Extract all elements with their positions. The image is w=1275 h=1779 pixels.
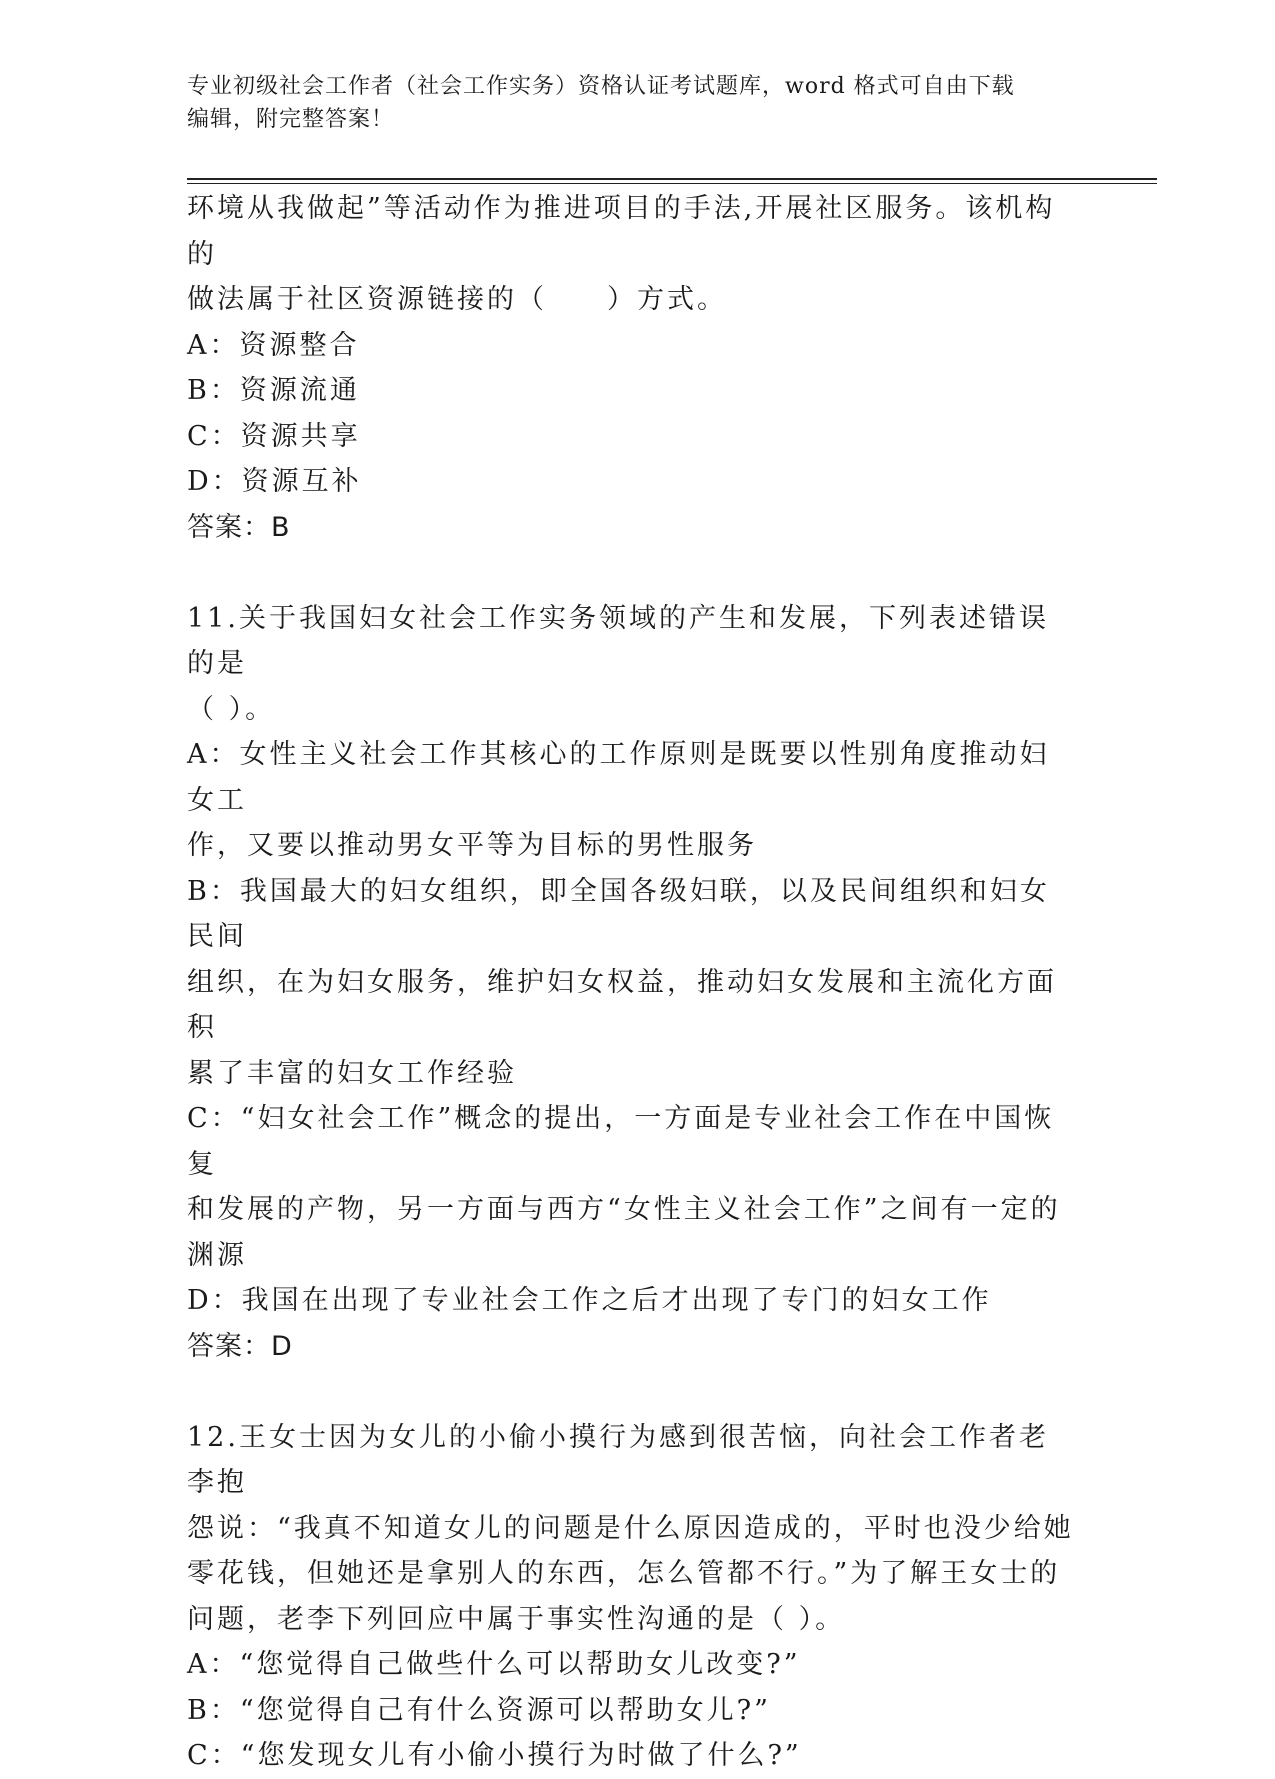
option-c: C：“妇女社会工作”概念的提出，一方面是专业社会工作在中国恢复 bbox=[187, 1103, 1055, 1180]
answer: 答案：D bbox=[187, 1330, 293, 1362]
option-b: 组织，在为妇女服务，维护妇女权益，推动妇女发展和主流化方面积 bbox=[187, 966, 1057, 1043]
question-12 bbox=[187, 1415, 1077, 1779]
header-rule-thin bbox=[187, 183, 1157, 184]
option-b: B：资源流通 bbox=[187, 375, 360, 406]
question-stem: 11.关于我国妇女社会工作实务领域的产生和发展，下列表述错误的是 bbox=[187, 602, 1049, 679]
question-stem: 12.王女士因为女儿的小偷小摸行为感到很苦恼，向社会工作者老李抱 bbox=[187, 1421, 1049, 1498]
option-c: 和发展的产物，另一方面与西方“女性主义社会工作”之间有一定的 bbox=[187, 1194, 1061, 1225]
page-header bbox=[187, 70, 1067, 136]
question-stem: 怨说：“我真不知道女儿的问题是什么原因造成的，平时也没少给她 bbox=[187, 1512, 1074, 1544]
header-line-1: 专业初级社会工作者（社会工作实务）资格认证考试题库，word 格式可自由下载 bbox=[187, 74, 1015, 99]
option-a: A：“您觉得自己做些什么可以帮助女儿改变?” bbox=[187, 1649, 801, 1680]
question-10 bbox=[187, 186, 1077, 550]
option-b: B：我国最大的妇女组织，即全国各级妇联，以及民间组织和妇女民间 bbox=[187, 875, 1050, 952]
question-11 bbox=[187, 596, 1077, 1370]
option-d: D：我国在出现了专业社会工作之后才出现了专门的妇女工作 bbox=[187, 1285, 992, 1316]
question-stem: 问题，老李下列回应中属于事实性沟通的是（ ）。 bbox=[187, 1603, 846, 1635]
option-c: 渊源 bbox=[187, 1239, 247, 1271]
option-c: C：“您发现女儿有小偷小摸行为时做了什么?” bbox=[187, 1740, 802, 1771]
question-stem: 做法属于社区资源链接的（ ）方式。 bbox=[187, 284, 727, 315]
option-b: 累了丰富的妇女工作经验 bbox=[187, 1057, 517, 1089]
option-a: A：女性主义社会工作其核心的工作原则是既要以性别角度推动妇女工 bbox=[187, 739, 1050, 816]
option-c: C：资源共享 bbox=[187, 420, 361, 452]
question-stem: 环境从我做起”等活动作为推进项目的手法,开展社区服务。该机构的 bbox=[187, 193, 1056, 270]
header-line-2: 编辑，附完整答案！ bbox=[187, 107, 395, 132]
question-stem: 零花钱，但她还是拿别人的东西，怎么管都不行。”为了解王女士的 bbox=[187, 1558, 1061, 1589]
header-rule-thick bbox=[187, 178, 1157, 180]
option-b: B：“您觉得自己有什么资源可以帮助女儿?” bbox=[187, 1694, 771, 1726]
question-content bbox=[187, 186, 1077, 1779]
option-a: A：资源整合 bbox=[187, 329, 360, 361]
answer: 答案：B bbox=[187, 511, 291, 543]
question-stem: （ ）。 bbox=[187, 693, 276, 725]
option-a: 作，又要以推动男女平等为目标的男性服务 bbox=[187, 830, 757, 861]
option-d: D：资源互补 bbox=[187, 466, 362, 497]
